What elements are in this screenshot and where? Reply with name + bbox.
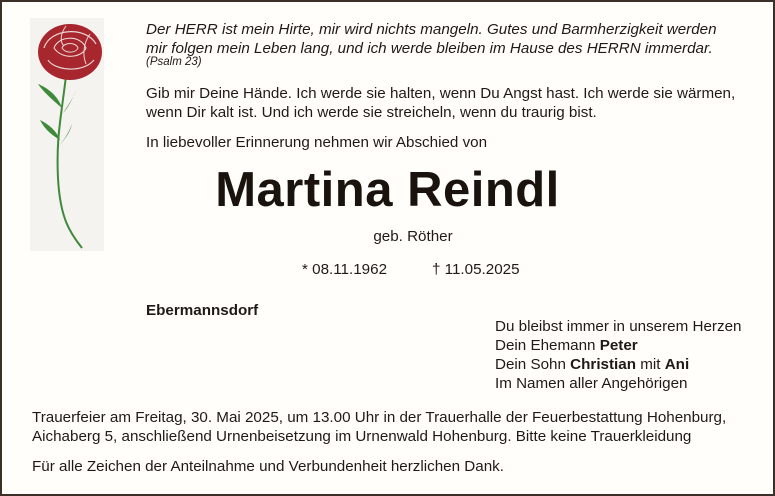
poem-text bbox=[146, 84, 735, 122]
service-line-1: Trauerfeier am Freitag, 30. Mai 2025, um 13.00 Uhr in der Trauerhalle der Feuerbestattung Hohenburg, bbox=[32, 409, 727, 426]
funeral-service-info bbox=[32, 408, 726, 446]
mourners-line-4: Im Namen aller Angehörigen bbox=[495, 375, 688, 392]
mourners-line-1: Du bleibst immer in unserem Herzen bbox=[495, 318, 742, 335]
mourners-list bbox=[495, 317, 741, 393]
farewell-intro: In liebevoller Erinnerung nehmen wir Abschied von bbox=[146, 134, 488, 151]
death-date: † 11.05.2025 bbox=[432, 261, 520, 278]
service-line-2: Aichaberg 5, anschließend Urnenbeisetzung im Urnenwald Hohenburg. Bitte keine Trauerkleidung bbox=[32, 428, 692, 445]
son-joiner: mit bbox=[640, 356, 661, 373]
maiden-name: geb. Röther bbox=[373, 228, 453, 245]
mourners-husband-line bbox=[495, 336, 741, 355]
mourners-son-line bbox=[495, 355, 741, 374]
residence-place: Ebermannsdorf bbox=[146, 302, 259, 319]
son-prefix: Dein Sohn bbox=[495, 356, 566, 373]
husband-name: Peter bbox=[599, 337, 638, 354]
thanks-note: Für alle Zeichen der Anteilnahme und Verbundenheit herzlichen Dank. bbox=[32, 458, 504, 475]
poem-line-1: Gib mir Deine Hände. Ich werde sie halten, wenn Du Angst hast. Ich werde sie wärmen, bbox=[146, 85, 736, 102]
psalm-reference: (Psalm 23) bbox=[146, 56, 202, 68]
son-name: Christian bbox=[570, 356, 636, 373]
deceased-name: Martina Reindl bbox=[215, 163, 560, 217]
husband-prefix: Dein Ehemann bbox=[495, 337, 596, 354]
poem-line-2: wenn Dir kalt ist. Und ich werde sie streicheln, wenn du traurig bist. bbox=[146, 104, 597, 121]
psalm-line-1: Der HERR ist mein Hirte, mir wird nichts mangeln. Gutes und Barmherzigkeit werden bbox=[146, 21, 717, 38]
partner-name: Ani bbox=[664, 356, 690, 373]
psalm-quote bbox=[146, 20, 717, 58]
birth-date: * 08.11.1962 bbox=[302, 261, 388, 278]
psalm-line-2: mir folgen mein Leben lang, und ich werde bleiben im Hause des HERRN immerdar. bbox=[146, 40, 713, 57]
